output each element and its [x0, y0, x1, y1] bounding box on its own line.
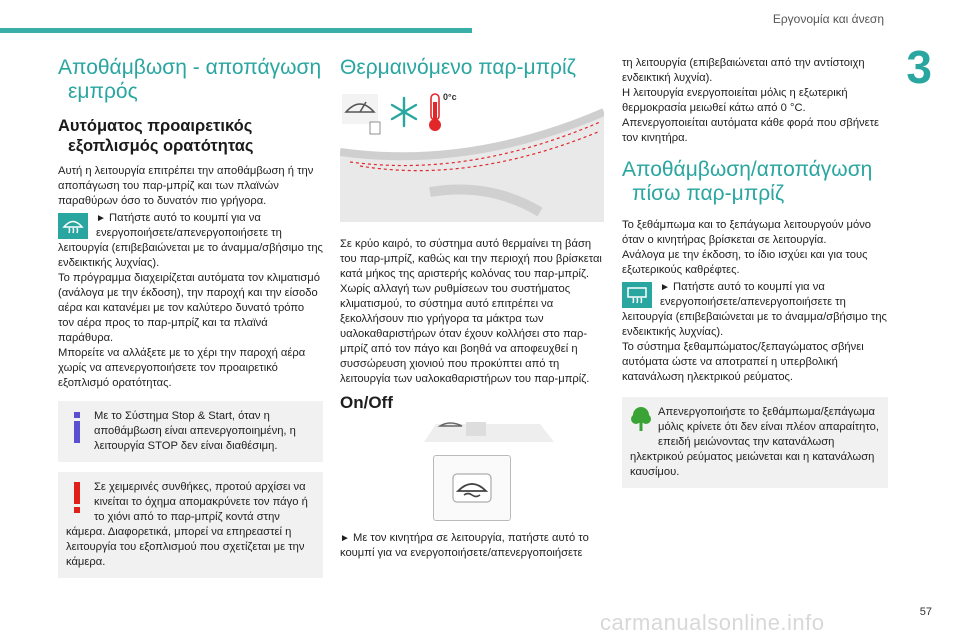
paragraph: Πατήστε αυτό το κουμπί για να ενεργοποιήσετε/απενεργοποιήσετε τη λειτουργία (επιβεβαιώνεται με το άναμμα/σβήσιμο της ενδεικτικής λυχνίας). [622, 281, 887, 338]
warning-note [58, 472, 323, 578]
paragraph-text: Με τον κινητήρα σε λειτουργία, πατήστε αυτό το κουμπί για να ενεργοποιήσετε/απενεργοποιήσετε [340, 532, 589, 559]
paragraph: Μπορείτε να αλλάξετε με το χέρι την παροχή αέρα χωρίς να απενεργοποιήσετε τον προαιρετικό εξοπλισμό ορατότητας. [58, 347, 306, 389]
front-demist-icon [58, 213, 88, 239]
eco-note-text: Απενεργοποιήστε το ξεθάμπωμα/ξεπάγωμα μόλις κρίνετε ότι δεν είναι πλέον απαραίτητο, επειδή μειώνοντας την κατανάλωση ηλεκτρικού ρεύματος μειώνεται και η κατανάλωση καυσίμου. [630, 406, 879, 478]
paragraph: Ανάλογα με την έκδοση, το ίδιο ισχύει και για τους εξωτερικούς καθρέφτες. [622, 249, 868, 276]
temperature-label: 0°c [443, 92, 457, 102]
heated-windscreen-button-icon [433, 455, 511, 521]
page-number: 57 [919, 606, 932, 618]
arrow-icon: ► [340, 533, 350, 544]
paragraph: Η λειτουργία ενεργοποιείται μόλις η εξωτερική θερμοκρασία μειωθεί κάτω από 0 °C. Απενεργοποιείται αυτόματα κάθε φορά που σβήνετε τον κινητήρα. [622, 87, 880, 144]
arrow-icon: ► [660, 282, 670, 293]
column-3 [622, 56, 888, 488]
header-title: Εργονομία και άνεση [772, 12, 884, 26]
button-instruction [58, 211, 323, 271]
windscreen-wiper-icon [342, 94, 378, 124]
subtitle-line2: εξοπλισμός ορατότητας [68, 137, 254, 155]
subtitle-visibility [58, 116, 323, 156]
warning-note-text: Σε χειμερινές συνθήκες, προτού αρχίσει να κινείται το όχημα απομακρύνετε τον πάγο ή το χιόνι από το παρ-μπρίζ κοντά στην κάμερα. Διαφορετικά, μπορεί να επηρεαστεί η λειτουργία του εξοπλισμού που σχετίζεται με την κάμερα. [66, 481, 308, 568]
snowflake-icon [392, 98, 416, 126]
info-note-text: Με το Σύστημα Stop & Start, όταν η αποθάμβωση είναι απενεργοποιημένη, η λειτουργία STOP δεν είναι διαθέσιμη. [94, 410, 296, 452]
paragraph: Σε κρύο καιρό, το σύστημα αυτό θερμαίνει τη βάση του παρ-μπρίζ, καθώς και την περιοχή που βρίσκεται κατά μήκος της αριστερής κολόνας του παρ-μπρίζ. [340, 238, 602, 280]
button-instruction [622, 280, 888, 340]
section-title-line1: Αποθάμβωση - αποπάγωση [58, 56, 322, 79]
top-accent-bar [0, 28, 472, 33]
rear-demist-icon [622, 282, 652, 308]
section-title-line1: Αποθάμβωση/αποπάγωση [622, 158, 873, 181]
eco-tree-icon [630, 405, 652, 441]
chapter-number: 3 [906, 41, 932, 93]
section-title-heated-windscreen: Θερμαινόμενο παρ-μπρίζ [340, 56, 576, 79]
paragraph: Το σύστημα ξεθαμπώματος/ξεπαγώματος σβήνει αυτόματα ώστε να αποτραπεί η υπερβολική κατανάλωση ηλεκτρικού ρεύματος. [622, 341, 864, 383]
subtitle-line1: Αυτόματος προαιρετικός [58, 117, 253, 135]
dashboard-button-illustration [340, 418, 604, 449]
onoff-title: On/Off [340, 393, 393, 412]
section-title-rear-demist [622, 158, 888, 206]
thermometer-icon [429, 94, 441, 131]
warning-icon [66, 480, 88, 516]
info-note [58, 401, 323, 462]
paragraph: τη λειτουργία (επιβεβαιώνεται από την αντίστοιχη ενδεικτική λυχνία). [622, 57, 865, 84]
paragraph [340, 531, 604, 561]
column-1 [58, 56, 323, 578]
paragraph: Πατήστε αυτό το κουμπί για να ενεργοποιήσετε/απενεργοποιήσετε τη λειτουργία (επιβεβαιώνεται με το άναμμα/σβήσιμο της ενδεικτικής λυχνίας). [58, 212, 323, 269]
section-title-line2: πίσω παρ-μπρίζ [632, 182, 785, 205]
info-icon [66, 409, 88, 445]
paragraph: Χωρίς αλλαγή των ρυθμίσεων του συστήματος κλιματισμού, το σύστημα αυτό επιτρέπει να ξεκολλήσουν πιο γρήγορα τα μάκτρα των υαλοκαθαριστήρων όταν έχουν κολλήσει στο παρ-μπρίζ από τον πάγο και βοηθά να αποφευχθεί η συσσώρευση χιονιού που προκύπτει από τη λειτουργία των υαλοκαθαριστήρων του παρ-μπρίζ. [340, 283, 590, 385]
section-title-line2: εμπρός [68, 80, 138, 103]
eco-note [622, 397, 888, 488]
section-title-front-demist [58, 56, 323, 104]
watermark: carmanualsonline.info [600, 610, 825, 635]
paragraph: Το ξεθάμπωμα και το ξεπάγωμα λειτουργούν μόνο όταν ο κινητήρας βρίσκεται σε λειτουργία. [622, 219, 872, 246]
paragraph: Το πρόγραμμα διαχειρίζεται αυτόματα τον κλιματισμό (ανάλογα με την έκδοση), την παροχή και την είσοδο αέρα και κατανέμει με τον καλύτερο δυνατό τρόπο τον αέρα προς το παρ-μπρίζ και τα πλαϊνά παράθυρα. [58, 272, 320, 344]
paragraph: Αυτή η λειτουργία επιτρέπει την αποθάμβωση ή την αποπάγωση του παρ-μπρίζ και των πλαϊνών παραθύρων όσο το δυνατόν πιο γρήγορα. [58, 165, 314, 207]
heated-windscreen-illustration [340, 92, 604, 227]
arrow-icon: ► [96, 213, 106, 224]
column-2 [340, 56, 604, 561]
